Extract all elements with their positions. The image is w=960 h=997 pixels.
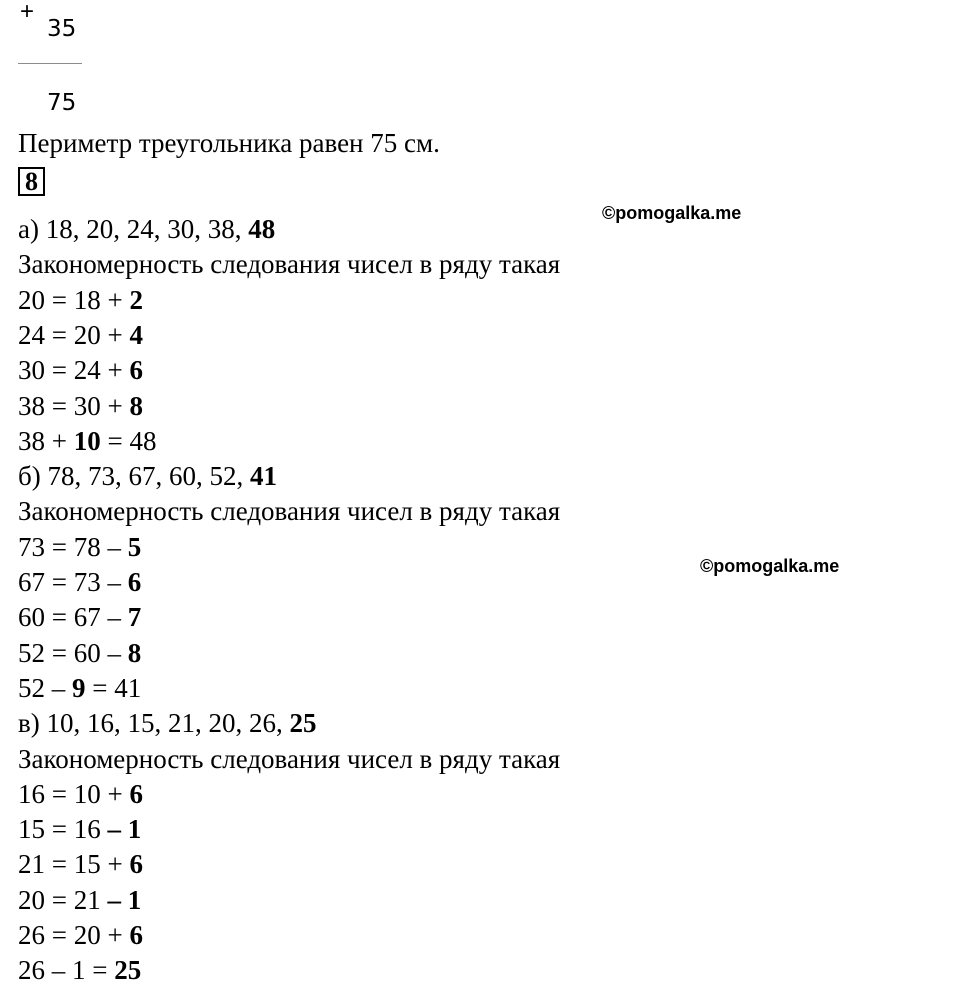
line-text: 24 = 20 +	[18, 320, 130, 350]
sum-result-number: 75	[47, 90, 77, 116]
bold-answer: – 1	[107, 814, 142, 844]
line-text: 26 – 1 =	[18, 955, 115, 985]
bold-answer: 6	[129, 779, 143, 809]
solution-line-v-sequence	[18, 707, 317, 739]
bold-answer: 41	[249, 461, 277, 491]
bold-answer: 48	[248, 214, 276, 244]
line-text: 52 = 60 –	[18, 638, 128, 668]
solution-line-v-step-6	[18, 954, 141, 986]
solution-line-v-step-4	[18, 884, 141, 916]
solution-line-b-pattern	[18, 495, 560, 527]
bold-answer: 8	[129, 391, 143, 421]
line-text: 67 = 73 –	[18, 567, 128, 597]
line-text: Закономерность следования чисел в ряду такая	[18, 496, 561, 526]
solution-line-a-step-3	[18, 354, 143, 386]
addend-number: 35	[47, 16, 77, 42]
solution-line-a-step-5	[18, 425, 156, 457]
line-text: а) 18, 20, 24, 30, 38,	[18, 214, 249, 244]
bold-answer: 10	[73, 426, 101, 456]
bold-answer: 6	[127, 567, 142, 597]
solution-line-b-step-5	[18, 672, 141, 704]
solution-line-b-step-3	[18, 601, 141, 633]
solution-line-b-sequence	[18, 460, 277, 492]
bold-answer: 7	[127, 602, 142, 632]
line-text: 16 = 10 +	[18, 779, 130, 809]
bold-answer: 25	[289, 708, 317, 738]
solution-line-v-step-2	[18, 813, 141, 845]
solution-line-v-step-3	[18, 848, 143, 880]
solution-line-a-step-2	[18, 319, 143, 351]
line-text: 38 +	[18, 426, 74, 456]
line-text: 52 –	[18, 673, 72, 703]
solution-line-a-step-4	[18, 390, 143, 422]
line-text: б) 78, 73, 67, 60, 52,	[18, 461, 250, 491]
watermark: ©pomogalka.me	[700, 556, 840, 576]
bold-answer: 4	[129, 320, 143, 350]
solution-line-b-step-4	[18, 637, 141, 669]
line-text: 26 = 20 +	[18, 920, 130, 950]
line-text: в) 10, 16, 15, 21, 20, 26,	[18, 708, 290, 738]
bold-answer: 2	[129, 285, 143, 315]
line-text: 60 = 67 –	[18, 602, 128, 632]
solution-line-v-pattern	[18, 743, 560, 775]
solution-line-a-pattern	[18, 248, 560, 280]
bold-answer: 9	[72, 673, 86, 703]
line-text: 20 = 21	[18, 885, 108, 915]
bold-answer: 6	[129, 849, 143, 879]
bold-answer: 6	[129, 355, 143, 385]
solution-line-a-sequence	[18, 213, 275, 245]
line-text: 15 = 16	[18, 814, 108, 844]
solution-line-v-step-1	[18, 778, 143, 810]
line-text: 73 = 78 –	[18, 532, 128, 562]
plus-operator: +	[20, 0, 35, 25]
watermark: ©pomogalka.me	[602, 203, 742, 223]
line-text: 30 = 24 +	[18, 355, 130, 385]
line-text: Закономерность следования чисел в ряду такая	[18, 744, 561, 774]
line-text: 21 = 15 +	[18, 849, 130, 879]
bold-answer: 25	[114, 955, 142, 985]
task-number-badge: 8	[18, 167, 45, 196]
solution-line-v-step-5	[18, 919, 143, 951]
solution-line-b-step-2	[18, 566, 141, 598]
line-text: = 48	[100, 426, 157, 456]
solution-line-b-step-1	[18, 531, 141, 563]
line-text: = 41	[85, 673, 142, 703]
bold-answer: – 1	[107, 885, 142, 915]
line-text: Закономерность следования чисел в ряду такая	[18, 249, 561, 279]
bold-answer: 8	[127, 638, 142, 668]
line-text: 20 = 18 +	[18, 285, 130, 315]
line-text: 38 = 30 +	[18, 391, 130, 421]
bold-answer: 6	[129, 920, 143, 950]
solution-line-a-step-1	[18, 284, 143, 316]
bold-answer: 5	[127, 532, 142, 562]
sum-divider-line	[18, 63, 82, 64]
perimeter-answer: Периметр треугольника равен 75 см.	[18, 128, 440, 158]
